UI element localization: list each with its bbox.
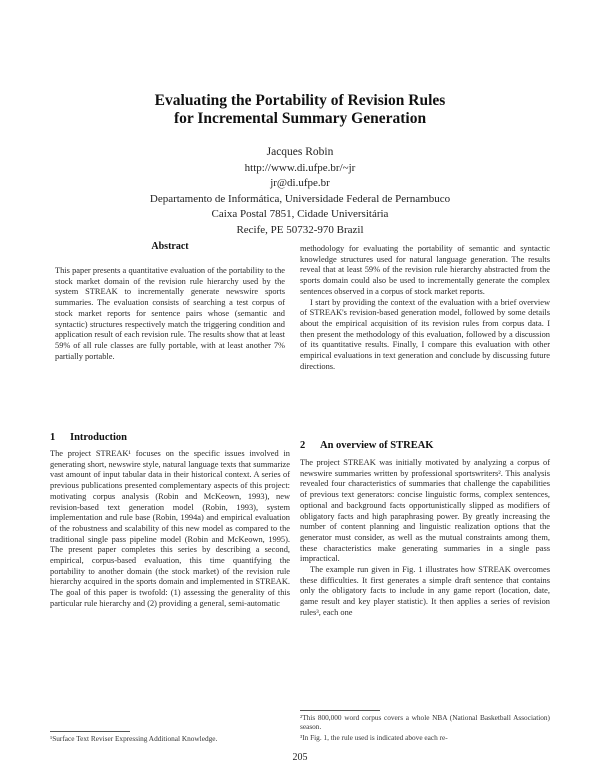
abstract-paragraph: This paper presents a quantitative evaluation of the portability to the stock market domain of the revision rule hierarchy used by the system STREAK to incrementally generate newswire sports summaries. The evaluation consists of searching a test corpus of stock market reports for sentence pairs whose (semantic and syntactic) structures respectively match the triggering condition and application result of each revision rule. The results show that at least 59% of all rule classes are fully portable, with at least another 7% partially portable.: [55, 266, 285, 361]
author-url[interactable]: http://www.di.ufpe.br/~jr: [244, 161, 356, 174]
abstract-heading: Abstract: [151, 241, 189, 252]
author-department: Departamento de Informática, Universidade Federal de Pernambuco: [149, 192, 451, 205]
footnote-3: ³In Fig. 1, the rule used is indicated above each re-: [300, 733, 448, 742]
author-email[interactable]: jr@di.ufpe.br: [270, 177, 330, 189]
author-name: Jacques Robin: [266, 146, 334, 158]
methodology-paragraph: methodology for evaluating the portability of semantic and syntactic knowledge structures used for natural language generation. The results reveal that at least 59% of the revision rule hierarchy abstracted from the sports domain could also be used to incrementally generate the complex sentences observed in a corpus of stock market reports.: [300, 244, 550, 296]
overview-paragraph-2: The example run given in Fig. 1 illustrates how STREAK overcomes these difficulties. It first generates a simple draft sentence that contains only the obligatory facts to include in any game report (location, date, game result and key player statistic). It then applies a series of revision rules³, each one: [300, 565, 550, 617]
overview-text: [300, 458, 550, 619]
title-line-2: for Incremental Summary Generation: [173, 110, 427, 127]
section-heading-introduction: [50, 432, 127, 443]
section-number: 2: [300, 440, 306, 451]
abstract-text: [55, 266, 285, 362]
outline-paragraph: I start by providing the context of the evaluation with a brief overview of STREAK's revision-based generation model, followed by some details about the empirical acquisition of its revision rules from corpus data. I then present the methodology of this evaluation, followed by a discussion of its quantitative results. Finally, I compare this evaluation with other empirical evaluations in text generation and conclude by discussing future directions.: [300, 297, 550, 371]
footnote-divider: [50, 731, 130, 732]
section-title: An overview of STREAK: [320, 440, 434, 451]
page-number: 205: [292, 752, 308, 763]
section-number: 1: [50, 432, 56, 443]
author-address-2: Recife, PE 50732-970 Brazil: [236, 223, 364, 236]
footnote-divider: [300, 710, 380, 711]
footnote-1: ¹Surface Text Reviser Expressing Additional Knowledge.: [50, 734, 218, 743]
title-line-1: Evaluating the Portability of Revision Rules: [154, 92, 446, 109]
right-footnotes: [300, 713, 550, 742]
introduction-text: [50, 449, 290, 610]
author-block: [0, 145, 600, 238]
paper-title: [0, 92, 600, 128]
author-address-1: Caixa Postal 7851, Cidade Universitária: [211, 208, 389, 220]
footnote-2: ²This 800,000 word corpus covers a whole NBA (National Basketball Association) season.: [300, 713, 550, 731]
right-column-intro-continuation: [300, 244, 550, 372]
overview-paragraph-1: The project STREAK was initially motivated by analyzing a corpus of newswire summaries written by professional sportswriters². This analysis revealed four characteristics of summaries that challenge the capabilities of previous text generators: concise linguistic forms, complex sentences, optional and background facts opportunistically slipped as modifiers of obligatory facts and high paraphrasing power. By greatly increasing the number of content planning and linguistic realization options that the generator must consider, as well as the mutual constraints among them, these characteristics make generating summaries in a single pass impractical.: [300, 458, 550, 564]
introduction-paragraph: The project STREAK¹ focuses on the specific issues involved in generating short, newswire style, natural language texts that summarize vast amount of input tabular data in their historical context. A series of previous publications presented complementary aspects of this project: motivating corpus analysis (Robin and McKeown, 1993), new revision-based text generation model (Robin, 1993), system implementation and rule base (Robin, 1994a) and empirical evaluation of the robustness and scalability of this new model as compared to the traditional single pass pipeline model (Robin and McKeown, 1995). The present paper completes this series by describing a second, empirical, corpus-based evaluation, this time quantifying the portability to another domain (the stock market) of the revision rule hierarchy acquired in the sports domain and implemented in STREAK. The goal of this paper is twofold: (1) assessing the generality of this particular rule hierarchy and (2) providing a general, semi-automatic: [50, 449, 290, 608]
section-heading-overview: [300, 440, 433, 451]
section-title: Introduction: [70, 432, 127, 443]
